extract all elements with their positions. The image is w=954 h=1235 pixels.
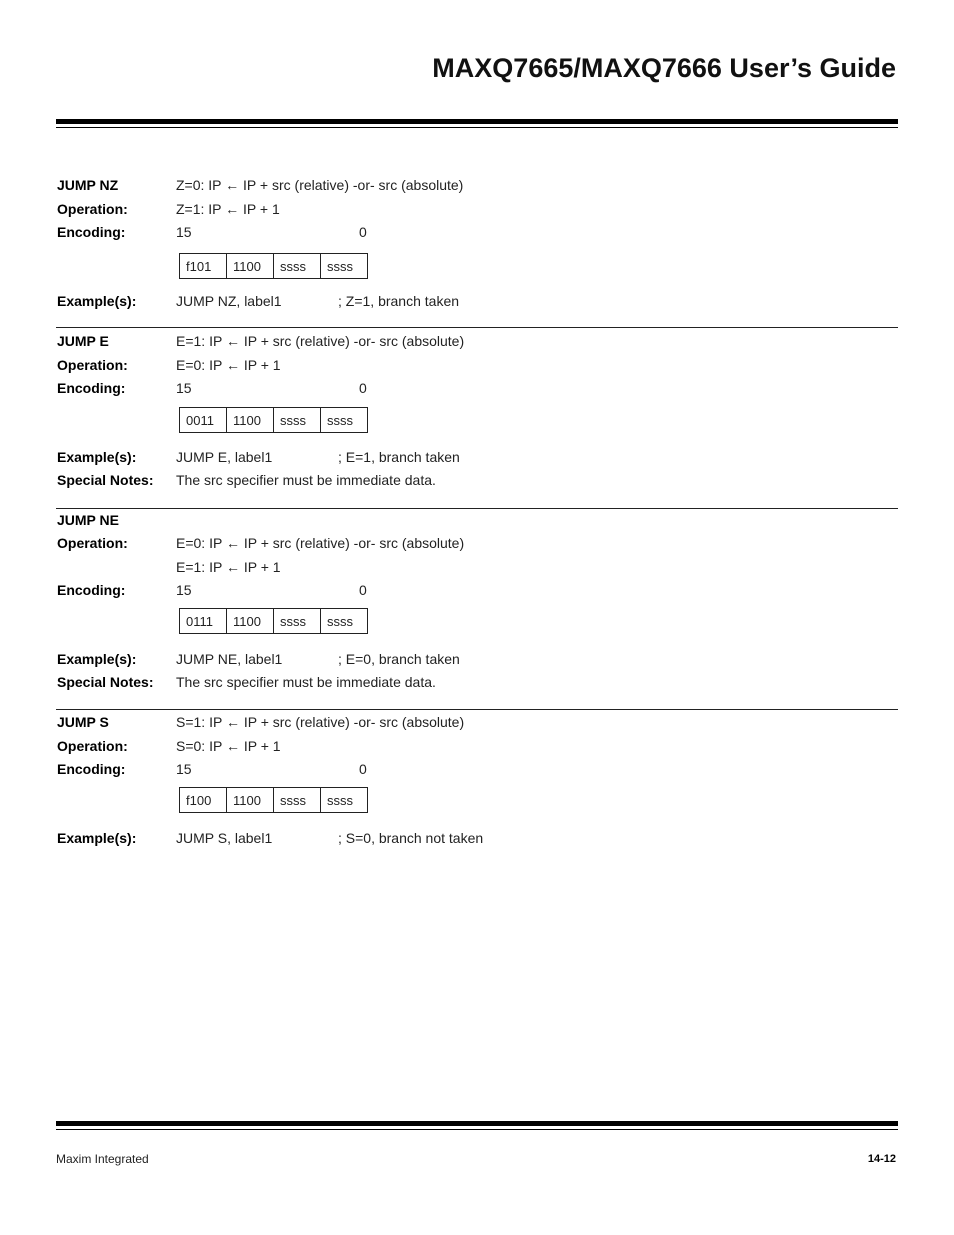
example-comment: ; E=0, branch taken: [338, 651, 460, 667]
example-code: JUMP S, label1: [176, 830, 273, 846]
footer-rule-thick: [56, 1121, 898, 1126]
encoding-table: [179, 787, 368, 813]
encoding-nibble: ssss: [274, 609, 321, 634]
operation-label: Operation:: [57, 357, 128, 373]
instruction-name: JUMP S: [57, 714, 109, 730]
encoding-nibble: ssss: [321, 609, 368, 634]
encoding-nibble: 1100: [227, 408, 274, 433]
example-comment: ; E=1, branch taken: [338, 449, 460, 465]
instruction-name: JUMP NZ: [57, 177, 119, 193]
encoding-msb: 15: [176, 224, 192, 240]
operation-line: Z=1: IP ← IP + 1: [176, 201, 280, 217]
encoding-msb: 15: [176, 582, 192, 598]
footer-rule-thin: [56, 1129, 898, 1130]
operation-label: Operation:: [57, 738, 128, 754]
special-notes-text: The src specifier must be immediate data.: [176, 674, 436, 690]
example-label: Example(s):: [57, 293, 137, 309]
example-label: Example(s):: [57, 651, 137, 667]
encoding-table: [179, 608, 368, 634]
operation-label: Operation:: [57, 201, 128, 217]
encoding-lsb: 0: [359, 224, 367, 240]
encoding-nibble: ssss: [321, 788, 368, 813]
example-code: JUMP E, label1: [176, 449, 273, 465]
operation-label: Operation:: [57, 535, 128, 551]
encoding-nibble: 0111: [180, 609, 227, 634]
section-divider: [56, 508, 898, 509]
encoding-msb: 15: [176, 761, 192, 777]
example-code: JUMP NE, label1: [176, 651, 283, 667]
encoding-nibble: f101: [180, 254, 227, 279]
example-comment: ; Z=1, branch taken: [338, 293, 460, 309]
encoding-msb: 15: [176, 380, 192, 396]
encoding-lsb: 0: [359, 582, 367, 598]
section-divider: [56, 709, 898, 710]
operation-line: S=1: IP ← IP + src (relative) -or- src (absolute): [176, 714, 465, 730]
special-notes-label: Special Notes:: [57, 674, 154, 690]
encoding-label: Encoding:: [57, 582, 126, 598]
operation-line: E=1: IP ← IP + 1: [176, 559, 281, 575]
encoding-nibble: f100: [180, 788, 227, 813]
encoding-label: Encoding:: [57, 380, 126, 396]
example-label: Example(s):: [57, 830, 137, 846]
encoding-nibble: ssss: [274, 408, 321, 433]
encoding-nibble: 1100: [227, 788, 274, 813]
special-notes-label: Special Notes:: [57, 472, 154, 488]
instruction-name: JUMP NE: [57, 512, 119, 528]
example-label: Example(s):: [57, 449, 137, 465]
encoding-nibble: 1100: [227, 609, 274, 634]
operation-line: E=0: IP ← IP + src (relative) -or- src (absolute): [176, 535, 465, 551]
encoding-nibble: 1100: [227, 254, 274, 279]
page-number: 14-12: [867, 1153, 896, 1165]
special-notes-text: The src specifier must be immediate data.: [176, 472, 436, 488]
encoding-label: Encoding:: [57, 761, 126, 777]
encoding-nibble: ssss: [321, 408, 368, 433]
section-divider: [56, 327, 898, 328]
encoding-nibble: ssss: [274, 254, 321, 279]
operation-line: Z=0: IP ← IP + src (relative) -or- src (absolute): [176, 177, 464, 193]
operation-line: E=0: IP ← IP + 1: [176, 357, 281, 373]
encoding-nibble: ssss: [321, 254, 368, 279]
encoding-lsb: 0: [359, 761, 367, 777]
encoding-nibble: 0011: [180, 408, 227, 433]
header-rule-thick: [56, 119, 898, 124]
header-rule-thin: [56, 127, 898, 128]
example-comment: ; S=0, branch not taken: [338, 830, 484, 846]
encoding-table: [179, 253, 368, 279]
footer-company: Maxim Integrated: [56, 1152, 149, 1166]
encoding-table: [179, 407, 368, 433]
page-title: MAXQ7665/MAXQ7666 User’s Guide: [432, 53, 896, 83]
encoding-nibble: ssss: [274, 788, 321, 813]
encoding-lsb: 0: [359, 380, 367, 396]
operation-line: S=0: IP ← IP + 1: [176, 738, 281, 754]
operation-line: E=1: IP ← IP + src (relative) -or- src (absolute): [176, 333, 465, 349]
encoding-label: Encoding:: [57, 224, 126, 240]
example-code: JUMP NZ, label1: [176, 293, 282, 309]
instruction-name: JUMP E: [57, 333, 109, 349]
